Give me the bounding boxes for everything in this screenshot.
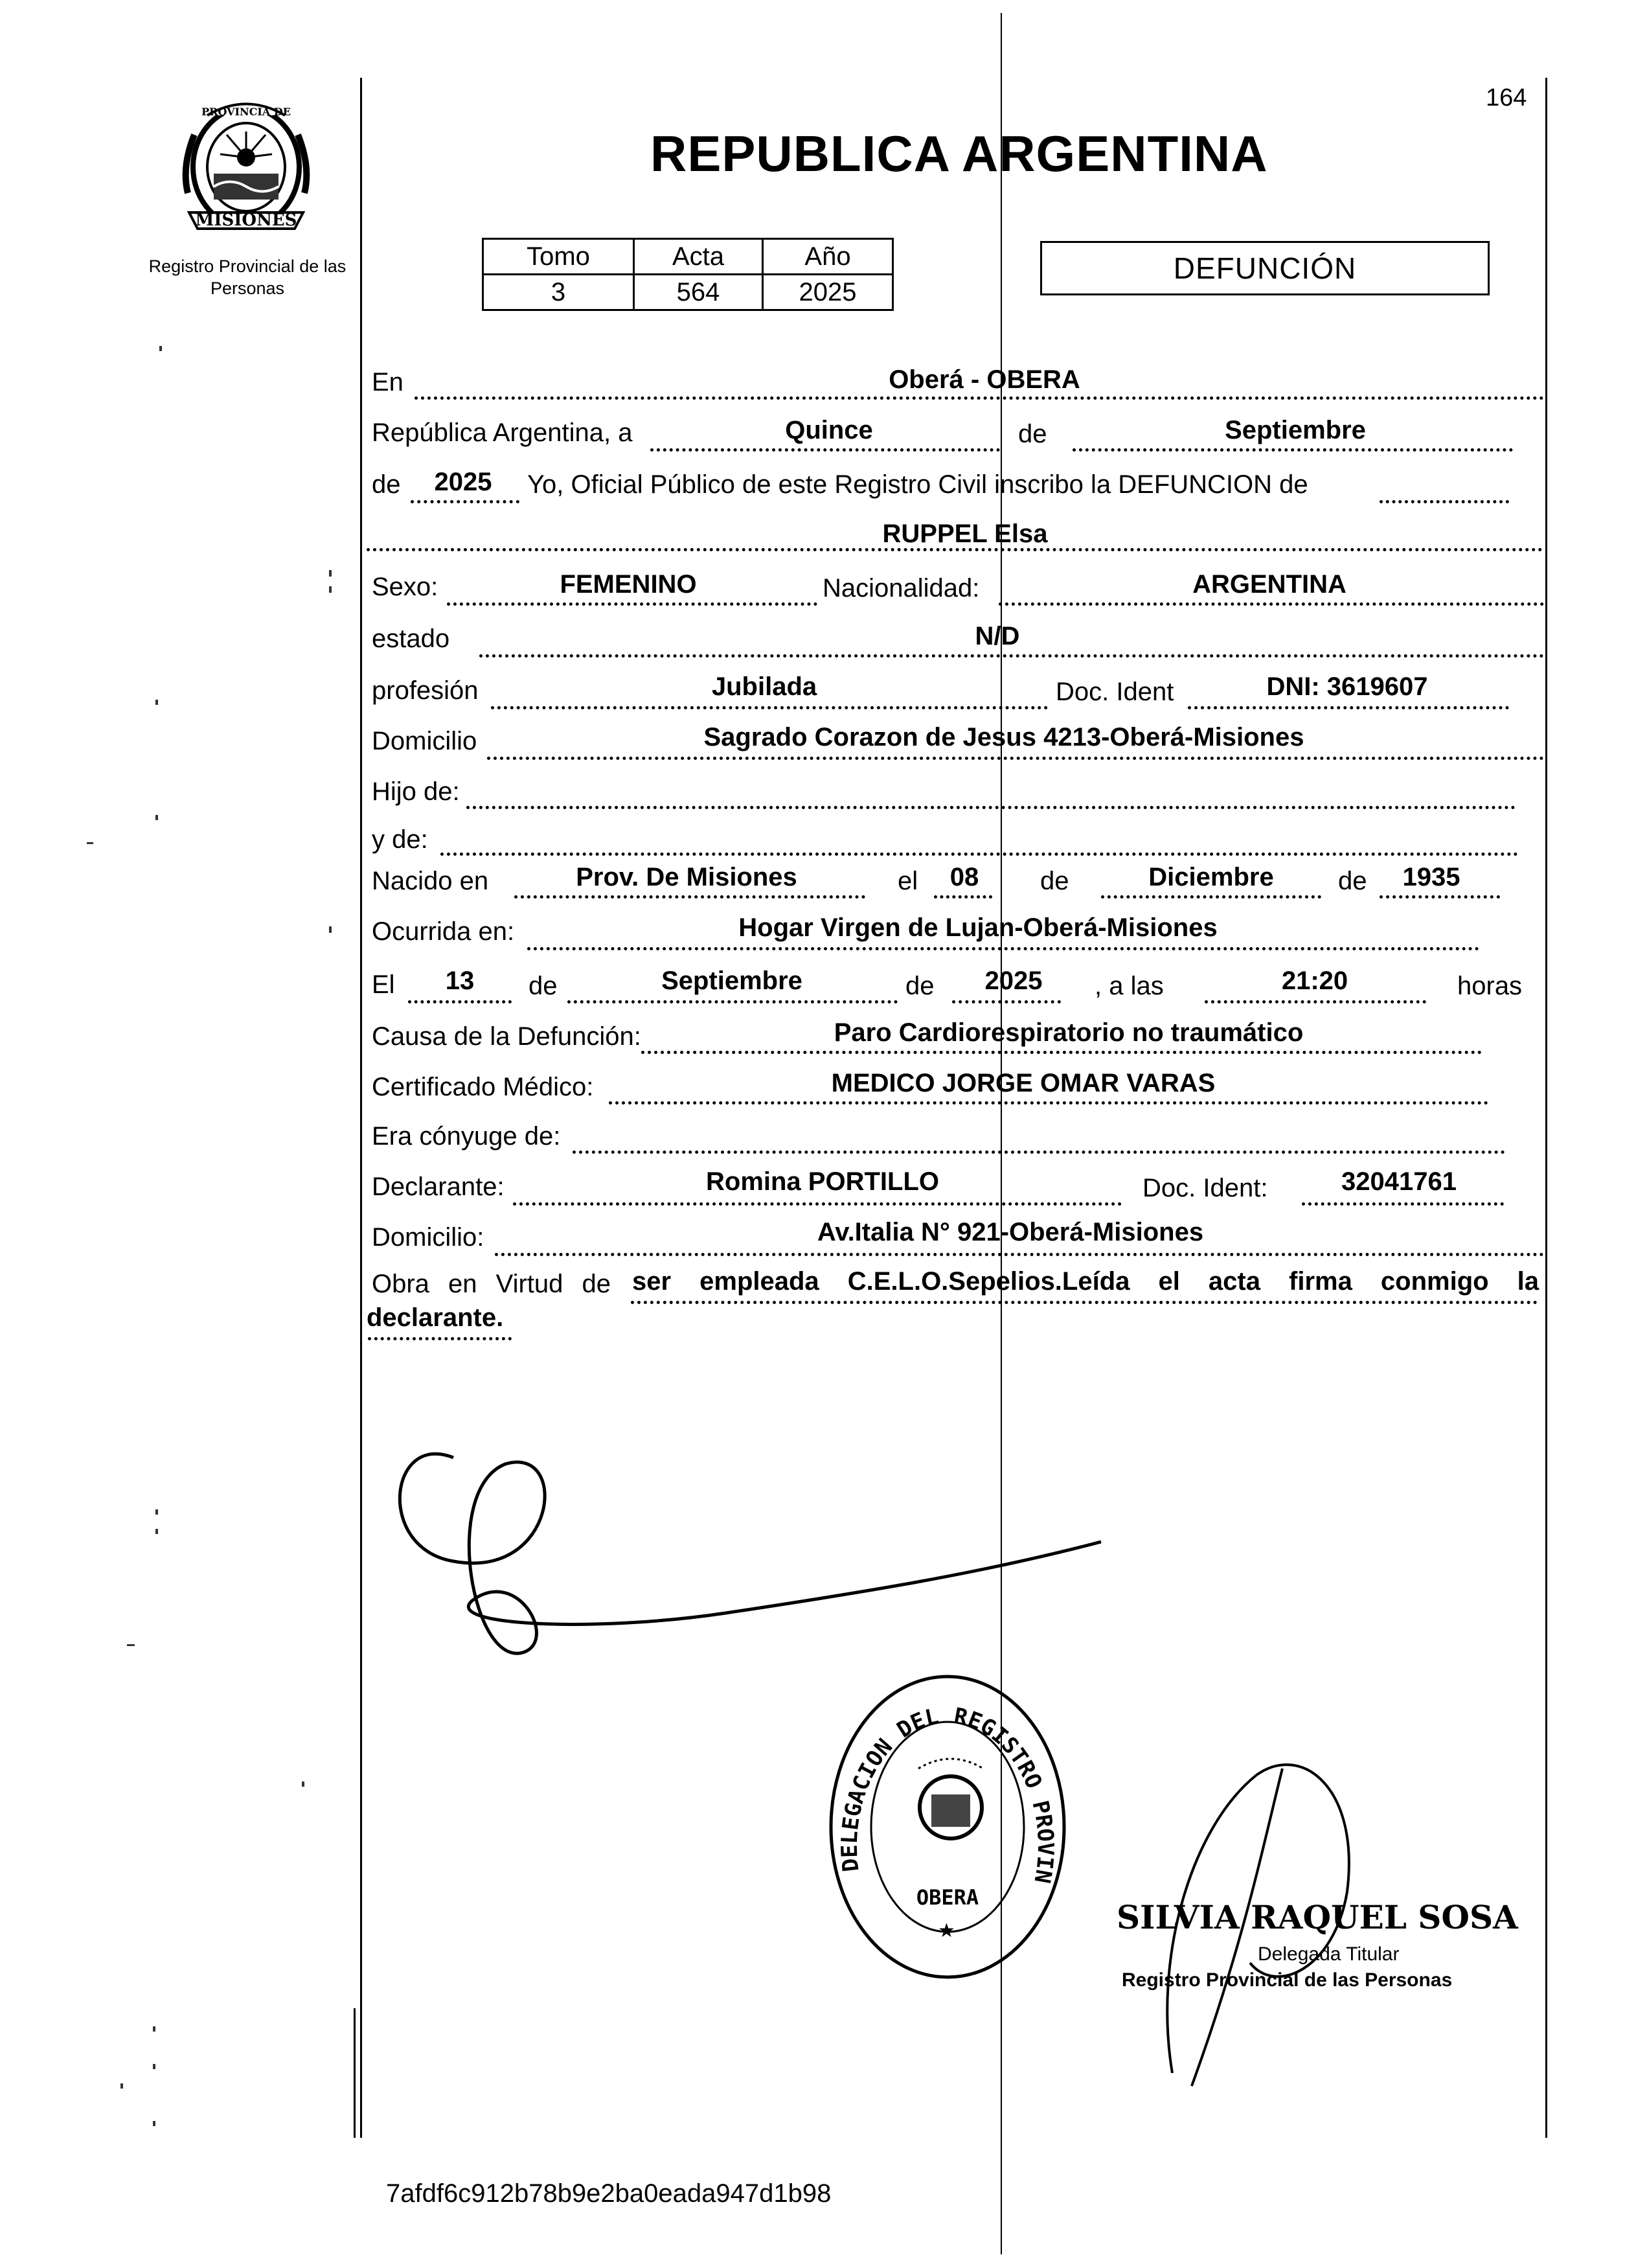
official-stamp (821, 1665, 1074, 1989)
field-civil-status: N/D (975, 622, 1020, 650)
field-virtue-line1: ser empleada C.E.L.O.Sepelios.Leída el acta firma conmigo la (632, 1267, 1539, 1296)
field-nationality: ARGENTINA (1192, 570, 1347, 599)
field-declarant-address: Av.Italia N° 921-Oberá-Misiones (817, 1218, 1204, 1246)
margin-speck (155, 1529, 158, 1534)
field-underline (368, 1337, 512, 1340)
margin-speck (153, 2064, 155, 2069)
margin-speck (153, 2026, 155, 2032)
table-header-ano: Año (763, 239, 893, 275)
label-en: En (372, 368, 403, 396)
document-hash: 7afdf6c912b78b9e2ba0eada947d1b98 (386, 2179, 832, 2208)
margin-speck (153, 2121, 155, 2126)
margin-speck (159, 346, 162, 351)
label-nacido-en: Nacido en (372, 867, 489, 895)
label-de-birth-month: de (1040, 867, 1069, 895)
field-death-place: Hogar Virgen de Lujan-Oberá-Misiones (738, 913, 1218, 942)
label-de-year: de (372, 470, 401, 499)
margin-speck (155, 1509, 158, 1515)
label-causa: Causa de la Defunción: (372, 1022, 641, 1051)
field-underline (573, 1151, 1505, 1154)
field-underline (934, 895, 992, 899)
field-underline (567, 1000, 898, 1003)
field-underline (408, 1000, 512, 1003)
field-underline (415, 396, 1544, 400)
label-domicilio-declarant: Domicilio: (372, 1223, 484, 1252)
field-underline (952, 1000, 1061, 1003)
table-row (483, 275, 893, 310)
field-underline (440, 853, 1518, 856)
label-republica: República Argentina, a (372, 418, 633, 447)
label-hijo-de: Hijo de: (372, 777, 460, 806)
field-death-time: 21:20 (1281, 967, 1348, 995)
field-underline (447, 602, 817, 606)
margin-speck (302, 1781, 304, 1787)
signatory-registry: Registro Provincial de las Personas (1122, 1969, 1453, 1991)
field-underline (514, 895, 865, 899)
act-reference-table (482, 238, 894, 311)
field-underline (1188, 706, 1509, 709)
field-place: Oberá - OBERA (889, 365, 1080, 394)
right-border-line (1545, 78, 1547, 2138)
stamp-outer-text: DELEGACION DEL REGISTRO PROVIN (836, 1703, 1059, 1886)
signatory-role: Delegada Titular (1258, 1943, 1400, 1965)
margin-speck (329, 570, 332, 577)
field-death-day: 13 (445, 967, 475, 995)
left-border-line (360, 78, 362, 2138)
label-el: el (898, 867, 918, 895)
label-sexo: Sexo: (372, 573, 438, 601)
field-underline (1380, 500, 1509, 503)
margin-speck (329, 926, 332, 933)
signatory-name: SILVIA RAQUEL SOSA (1117, 1898, 1518, 1936)
field-declarant: Romina PORTILLO (706, 1167, 939, 1196)
field-underline (999, 602, 1544, 606)
field-physician: MEDICO JORGE OMAR VARAS (831, 1069, 1216, 1097)
label-doc-ident: Doc. Ident (1056, 678, 1174, 706)
field-birth-year: 1935 (1402, 863, 1460, 891)
field-deceased-name: RUPPEL Elsa (882, 520, 1048, 548)
field-death-month: Septiembre (661, 967, 802, 995)
field-virtue-line2: declarante. (367, 1303, 504, 1332)
logo-bottom-text: MISIONES (195, 211, 297, 230)
logo-top-text: PROVINCIA DE (201, 106, 291, 118)
field-birth-day: 08 (949, 863, 979, 891)
margin-speck (329, 586, 332, 593)
field-month: Septiembre (1225, 416, 1366, 444)
field-document: DNI: 3619607 (1266, 672, 1428, 701)
label-estado: estado (372, 624, 450, 653)
field-year: 2025 (434, 468, 492, 496)
field-underline (641, 1051, 1482, 1054)
field-underline (1302, 1202, 1504, 1206)
field-underline (631, 1301, 1538, 1304)
field-underline (609, 1101, 1488, 1105)
margin-speck (120, 2083, 123, 2089)
field-underline (1380, 895, 1500, 899)
table-cell-ano: 2025 (763, 275, 893, 310)
field-underline (411, 500, 519, 503)
field-underline (495, 1253, 1544, 1256)
margin-speck (127, 1644, 135, 1646)
field-underline (487, 757, 1544, 760)
margin-speck (87, 842, 93, 844)
label-horas: horas (1457, 972, 1523, 1000)
stamp-bottom-text: OBERA (916, 1885, 979, 1910)
registry-logo (175, 96, 317, 245)
table-header-acta: Acta (634, 239, 763, 275)
table-cell-acta: 564 (634, 275, 763, 310)
field-underline (527, 947, 1479, 950)
label-de: de (1018, 420, 1047, 448)
page-title: REPUBLICA ARGENTINA (650, 125, 1268, 182)
field-declarant-doc: 32041761 (1341, 1167, 1457, 1196)
label-de-birth-year: de (1338, 867, 1367, 895)
stamp-star-icon: ★ (938, 1920, 955, 1942)
margin-speck (155, 700, 158, 705)
label-certificado: Certificado Médico: (372, 1073, 594, 1101)
label-doc-ident-declarant: Doc. Ident: (1142, 1174, 1268, 1202)
label-de-death-year: de (905, 972, 935, 1000)
act-type-box (1040, 241, 1490, 295)
act-type-label: DEFUNCIÓN (1173, 251, 1357, 285)
field-underline (479, 654, 1544, 658)
label-de-death-month: de (528, 972, 558, 1000)
field-underline (466, 806, 1516, 809)
table-header-tomo: Tomo (483, 239, 634, 275)
handwritten-flourish (363, 1419, 1140, 1691)
table-header-row (483, 239, 893, 275)
label-conyuge: Era cónyuge de: (372, 1122, 561, 1151)
field-profession: Jubilada (711, 672, 817, 701)
label-y-de: y de: (372, 825, 428, 854)
label-nacionalidad: Nacionalidad: (823, 574, 980, 602)
label-domicilio: Domicilio (372, 727, 477, 755)
field-birth-place: Prov. De Misiones (576, 863, 797, 891)
field-sex: FEMENINO (560, 570, 697, 599)
field-underline (513, 1202, 1122, 1206)
field-underline (1101, 895, 1321, 899)
field-address: Sagrado Corazon de Jesus 4213-Oberá-Misiones (703, 723, 1304, 751)
field-death-year: 2025 (984, 967, 1043, 995)
label-el-cap: El (372, 970, 395, 999)
field-underline (491, 706, 1048, 709)
field-underline (1205, 1000, 1426, 1003)
left-border-line-2 (354, 2008, 356, 2138)
label-profesion: profesión (372, 676, 479, 705)
registry-name: Registro Provincial de las Personas (148, 257, 347, 298)
svg-text:DELEGACION DEL REGISTRO PROVIN (821, 1665, 1058, 1885)
field-birth-month: Diciembre (1148, 863, 1274, 891)
field-underline (1073, 448, 1513, 452)
label-declarante: Declarante: (372, 1173, 505, 1201)
label-obra-en-virtud: Obra en Virtud de (372, 1270, 611, 1298)
field-cause: Paro Cardiorespiratorio no traumático (834, 1018, 1304, 1047)
label-a-las: , a las (1095, 972, 1164, 1000)
field-day-words: Quince (785, 416, 873, 444)
label-ocurrida-en: Ocurrida en: (372, 917, 515, 946)
field-underline (650, 448, 1000, 452)
margin-speck (155, 815, 158, 820)
page-number: 164 (1486, 84, 1527, 111)
table-cell-tomo: 3 (483, 275, 634, 310)
label-yo-oficial: Yo, Oficial Público de este Registro Civil inscribo la DEFUNCION de (527, 470, 1308, 499)
